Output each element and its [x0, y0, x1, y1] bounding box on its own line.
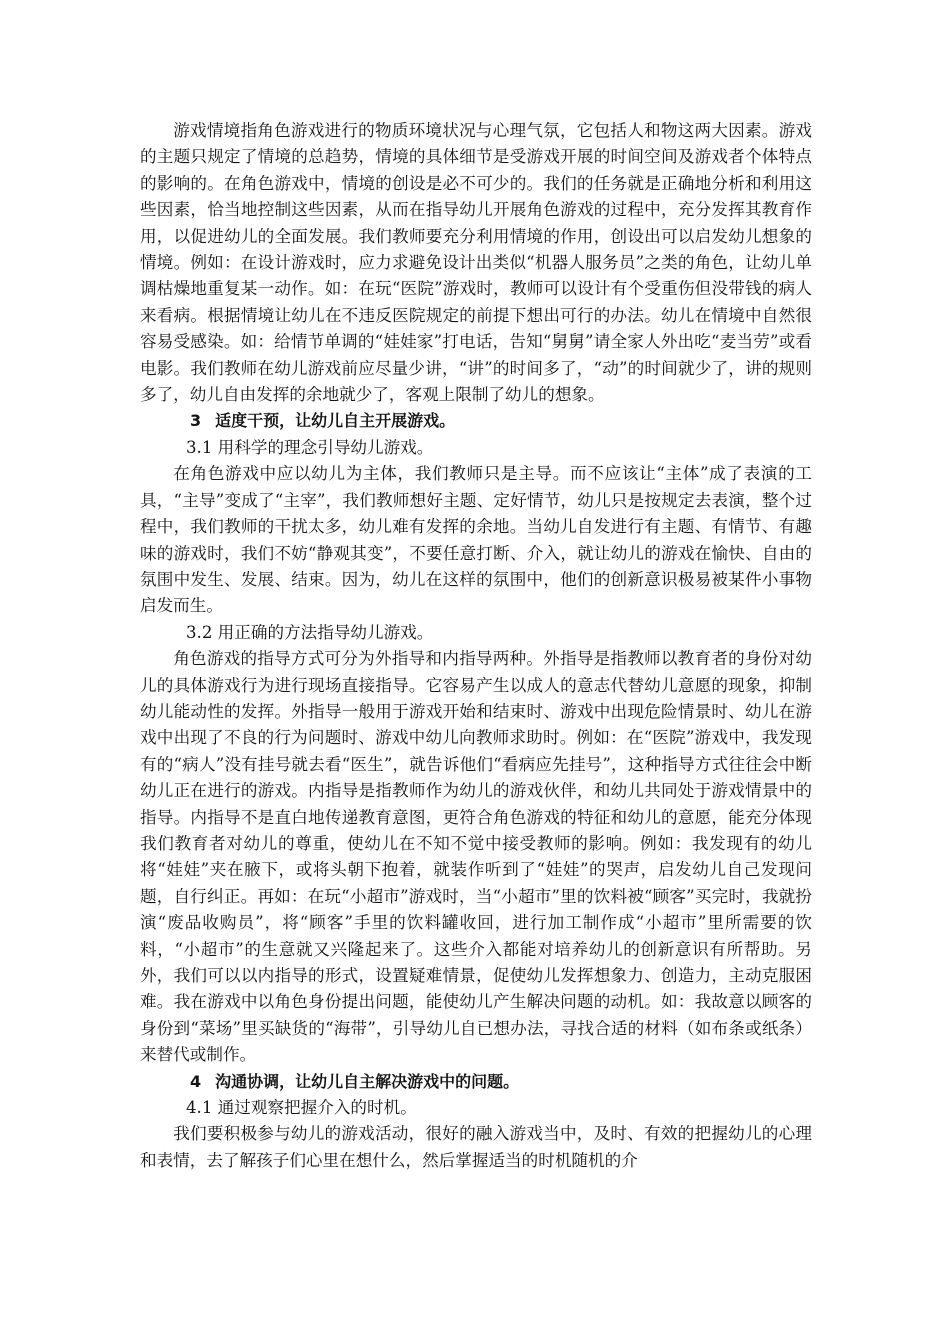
- section-number: 4: [190, 1071, 202, 1091]
- subsection-heading-3-1: 3.1 用科学的理念引导幼儿游戏。: [186, 437, 434, 457]
- section-title: 沟通协调，让幼儿自主解决游戏中的问题。: [215, 1071, 520, 1091]
- paragraph-guidance-methods: 角色游戏的指导方式可分为外指导和内指导两种。外指导是指教师以教育者的身份对幼儿的具体游戏行为进行现场直接指导。它容易产生以成人的意志代替幼儿意愿的现象，抑制幼儿能动性的发挥。外指导一般用于游戏开始和结束时、游戏中出现危险情景时、幼儿在游戏中出现了不良的行为问题时、游戏中幼儿向教师求助时。例如：在“医院”游戏中，我发现有的“病人”没有挂号就去看“医生”，就告诉他们“看病应先挂号”，这种指导方式往往会中断幼儿正在进行的游戏。内指导是指教师作为幼儿的游戏伙伴，和幼儿共同处于游戏情景中的指导。内指导不是直白地传递教育意图，更符合角色游戏的特征和幼儿的意愿，能充分体现我们教育者对幼儿的尊重，使幼儿在不知不觉中接受教师的影响。例如：我发现有的幼儿将“娃娃”夹在腋下，或将头朝下抱着，就装作听到了“娃娃”的哭声，启发幼儿自己发现问题，自行纠正。再如：在玩“小超市”游戏时，当“小超市”里的饮料被“顾客”买完时，我就扮演“废品收购员”，将“顾客”手里的饮料罐收回，进行加工制作成“小超市”里所需要的饮料，“小超市”的生意就又兴隆起来了。这些介入都能对培养幼儿的创新意识有所帮助。另外，我们可以以内指导的形式，设置疑难情景，促使幼儿发挥想象力、创造力，主动克服困难。我在游戏中以角色身份提出问题，能使幼儿产生解决问题的动机。如：我故意以顾客的身份到“菜场”里买缺货的“海带”，引导幼儿自已想办法，寻找合适的材料（如布条或纸条）来替代或制作。: [140, 649, 812, 1065]
- paragraph-scientific-guidance: 在角色游戏中应以幼儿为主体，我们教师只是主导。而不应该让“主体”成了表演的工具，“主导”变成了“主宰”，我们教师想好主题、定好情节，幼儿只是按规定去表演，整个过程中，我们教师的干扰太多，幼儿难有发挥的余地。当幼儿自发进行有主题、有情节、有趣味的游戏时，我们不妨“静观其变”，不要任意打断、介入，就让幼儿的游戏在愉快、自由的氛围中发生、发展、结束。因为，幼儿在这样的氛围中，他们的创新意识极易被某件小事物启发而生。: [140, 464, 812, 616]
- section-number: 3: [190, 411, 202, 431]
- paragraph-situation-creation: 游戏情境指角色游戏进行的物质环境状况与心理气氛，它包括人和物这两大因素。游戏的主题只规定了情境的总趋势，情境的具体细节是受游戏开展的时间空间及游戏者个体特点的影响的。在角色游戏中，情境的创设是必不可少的。我们的任务就是正确地分析和利用这些因素，恰当地控制这些因素，从而在指导幼儿开展角色游戏的过程中，充分发挥其教育作用，以促进幼儿的全面发展。我们教师要充分利用情境的作用，创设出可以启发幼儿想象的情境。例如：在设计游戏时，应力求避免设计出类似“机器人服务员”之类的角色，让幼儿单调枯燥地重复某一动作。如：在玩“医院”游戏时，教师可以设计有个受重伤但没带钱的病人来看病。根据情境让幼儿在不违反医院规定的前提下想出可行的办法。幼儿在情境中自然很容易受感染。如：给情节单调的“娃娃家”打电话，告知“舅舅”请全家人外出吃“麦当劳”或看电影。我们教师在幼儿游戏前应尽量少讲，“讲”的时间多了，“动”的时间就少了，讲的规则多了，幼儿自由发挥的余地就少了，客观上限制了幼儿的想象。: [140, 121, 812, 405]
- document-body: [140, 118, 812, 1174]
- section-heading-4: [140, 1069, 812, 1095]
- section-heading-3: [140, 408, 812, 434]
- section-title: 适度干预，让幼儿自主开展游戏。: [215, 411, 456, 431]
- subsection-heading-4-1: 4.1 通过观察把握介入的时机。: [186, 1098, 417, 1118]
- subsection-heading-3-2: 3.2 用正确的方法指导幼儿游戏。: [186, 622, 434, 642]
- paragraph-observation-timing: 我们要积极参与幼儿的游戏活动，很好的融入游戏当中，及时、有效的把握幼儿的心理和表情，去了解孩子们心里在想什么，然后掌握适当的时机随机的介: [140, 1124, 812, 1170]
